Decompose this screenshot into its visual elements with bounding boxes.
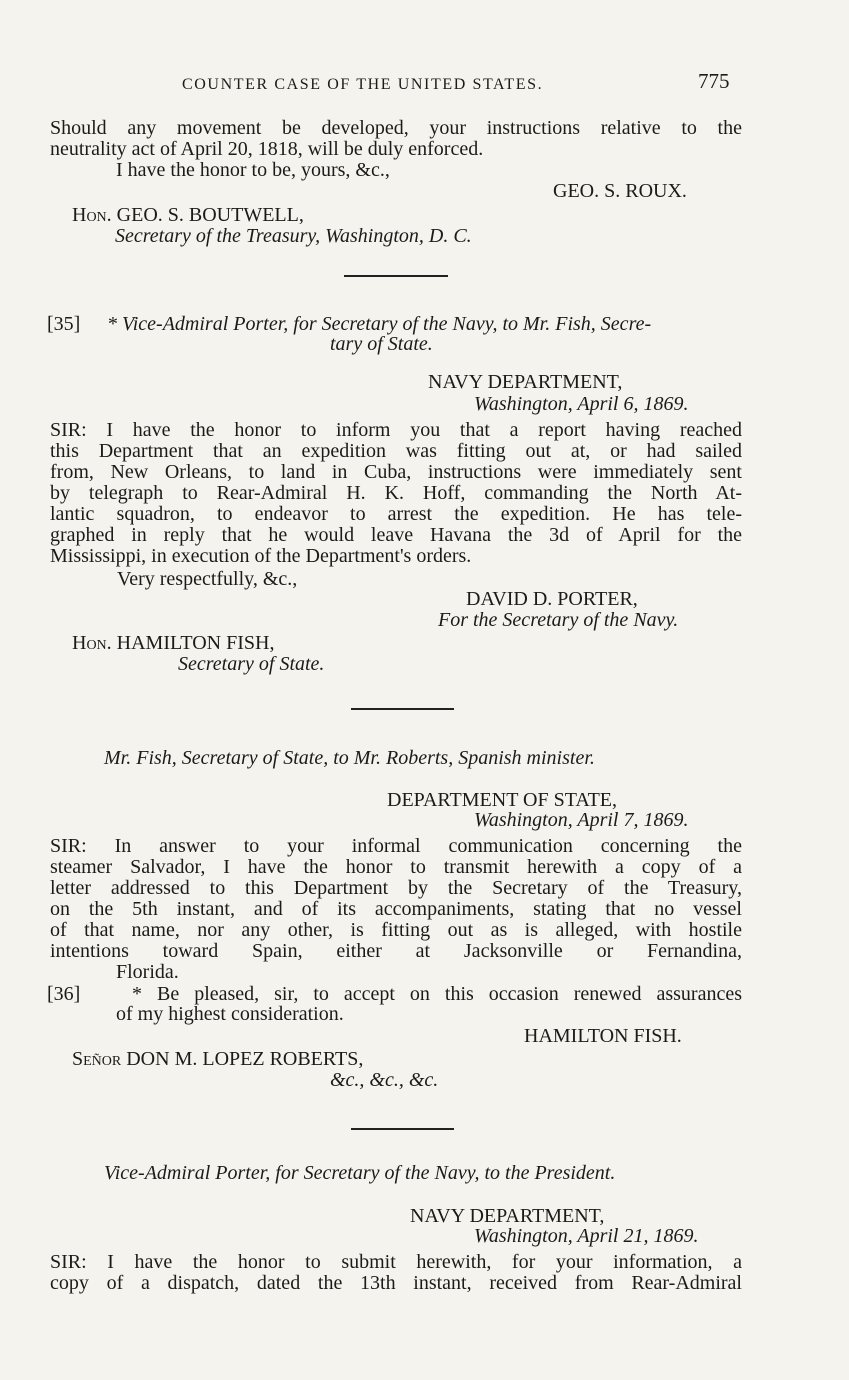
- text-line: graphed in reply that he would leave Havana the 3d of April for the: [50, 524, 742, 546]
- letter-body: [50, 420, 742, 567]
- letter-date: Washington, April 21, 1869.: [474, 1225, 699, 1247]
- letter-body: [50, 1252, 742, 1294]
- text-line: SIR: I have the honor to inform you that a report having reached: [50, 419, 742, 441]
- letter-closing: Very respectfully, &c.,: [117, 568, 298, 590]
- letter-closing: * Be pleased, sir, to accept on this occasion renewed assurances: [132, 983, 742, 1005]
- text-line: from, New Orleans, to land in Cuba, instructions were immediately sent: [50, 461, 742, 483]
- letter-origin: DEPARTMENT OF STATE,: [387, 789, 618, 811]
- letter-closing: I have the honor to be, yours, &c.,: [116, 159, 390, 181]
- document-heading-continued: tary of State.: [330, 333, 433, 355]
- text-line: Mississippi, in execution of the Department's orders.: [50, 545, 472, 567]
- signature: DAVID D. PORTER,: [466, 588, 638, 610]
- text-line: of that name, nor any other, is fitting out as is alleged, with hostile: [50, 919, 742, 941]
- section-divider: [351, 1128, 454, 1130]
- letter-closing-paragraph: [50, 118, 742, 160]
- letter-date: Washington, April 7, 1869.: [474, 809, 689, 831]
- page-number: 775: [698, 69, 730, 93]
- document-heading: Mr. Fish, Secretary of State, to Mr. Roberts, Spanish minister.: [104, 747, 595, 769]
- text-line: lantic squadron, to endeavor to arrest the expedition. He has tele-: [50, 503, 742, 525]
- marginal-page-ref: [35]: [47, 313, 81, 335]
- text-line: copy of a dispatch, dated the 13th instant, received from Rear-Admiral: [50, 1272, 742, 1294]
- addressee-name: Señor DON M. LOPEZ ROBERTS,: [72, 1048, 364, 1070]
- section-divider: [344, 275, 448, 277]
- addressee-title: Secretary of State.: [178, 653, 325, 675]
- text-line: neutrality act of April 20, 1818, will be duly enforced.: [50, 138, 484, 160]
- signature-title: For the Secretary of the Navy.: [438, 609, 679, 631]
- addressee-title: Secretary of the Treasury, Washington, D. C.: [115, 225, 472, 247]
- signature: HAMILTON FISH.: [524, 1025, 682, 1047]
- text-line: Should any movement be developed, your instructions relative to the: [50, 117, 742, 139]
- running-header: COUNTER CASE OF THE UNITED STATES.: [182, 76, 544, 93]
- letter-date: Washington, April 6, 1869.: [474, 393, 689, 415]
- document-heading: Vice-Admiral Porter, for Secretary of the Navy, to the President.: [104, 1162, 616, 1184]
- letter-body: [50, 836, 742, 962]
- text-line: SIR: In answer to your informal communication concerning the: [50, 835, 742, 857]
- text-line: letter addressed to this Department by the Secretary of the Treasury,: [50, 877, 742, 899]
- text-line: this Department that an expedition was fitting out at, or had sailed: [50, 440, 742, 462]
- letter-closing-continued: of my highest consideration.: [116, 1003, 344, 1025]
- text-line: on the 5th instant, and of its accompaniments, stating that no vessel: [50, 898, 742, 920]
- signature: GEO. S. ROUX.: [553, 180, 687, 202]
- addressee-name: Hon. GEO. S. BOUTWELL,: [72, 204, 304, 226]
- addressee-name: Hon. HAMILTON FISH,: [72, 632, 275, 654]
- text-line: Florida.: [116, 961, 179, 983]
- section-divider: [351, 708, 454, 710]
- text-line: intentions toward Spain, either at Jacksonville or Fernandina,: [50, 940, 742, 962]
- letter-origin: NAVY DEPARTMENT,: [410, 1205, 605, 1227]
- addressee-title: &c., &c., &c.: [330, 1069, 439, 1091]
- text-line: by telegraph to Rear-Admiral H. K. Hoff, commanding the North At-: [50, 482, 742, 504]
- text-line: SIR: I have the honor to submit herewith, for your information, a: [50, 1251, 742, 1273]
- document-heading: * Vice-Admiral Porter, for Secretary of the Navy, to Mr. Fish, Secre-: [107, 313, 652, 335]
- marginal-page-ref: [36]: [47, 983, 81, 1005]
- text-line: steamer Salvador, I have the honor to transmit herewith a copy of a: [50, 856, 742, 878]
- letter-origin: NAVY DEPARTMENT,: [428, 371, 623, 393]
